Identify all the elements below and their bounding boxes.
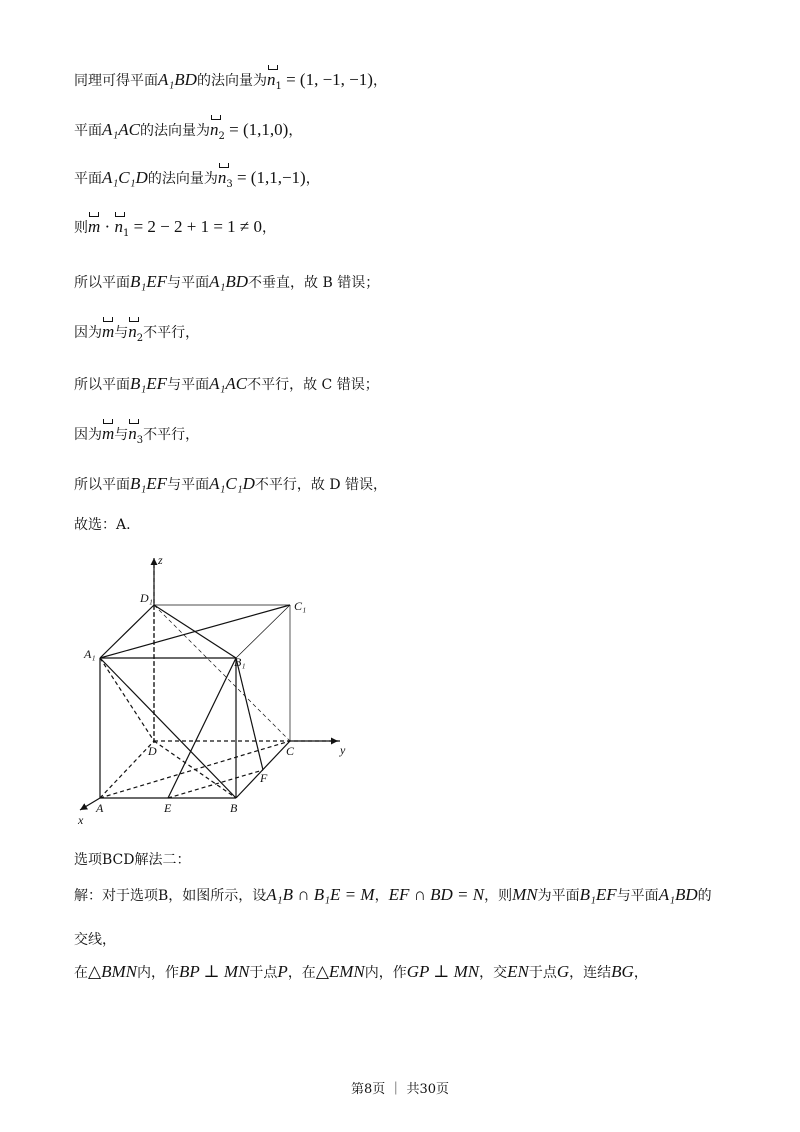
plane-name: B₁EF [130, 474, 168, 493]
vector-symbol: n [217, 168, 227, 187]
plane-name: B₁EF [130, 272, 168, 291]
vector-value: = (1,1,−1) [232, 168, 306, 187]
label-c: C [286, 744, 295, 758]
text: 解：对于选项B，如图所示，设 [74, 888, 267, 904]
label-x: x [78, 813, 84, 827]
solution-line-10 [74, 515, 131, 535]
text: 因为 [74, 325, 102, 341]
solution-line-12 [74, 885, 712, 906]
vector-subscript: 3 [226, 178, 233, 190]
vector-symbol: m [102, 424, 115, 443]
solution-line-11 [74, 850, 190, 870]
solution-line-7 [74, 374, 379, 395]
vector-subscript: 1 [275, 80, 282, 92]
vector-symbol: n [128, 322, 137, 341]
math-expression: MN [512, 885, 538, 904]
text: 与 [114, 325, 129, 341]
solution-line-14 [74, 962, 648, 983]
text: 则 [74, 220, 88, 236]
math-expression: EN [507, 962, 529, 981]
text: 所以平面 [74, 477, 130, 493]
dot-operator: · [100, 217, 115, 236]
vector-subscript: 1 [122, 227, 130, 239]
line-d1b1 [154, 605, 236, 658]
text: 不平行， [143, 325, 200, 341]
text: 的法向量为 [140, 123, 211, 139]
vector-symbol: n [266, 70, 276, 89]
vector-value: = (1,1,0) [224, 120, 289, 139]
equation: = 2 − 2 + 1 = 1 ≠ 0 [129, 217, 263, 236]
point-name: P [277, 962, 288, 981]
text: 不平行，故 D 错误， [254, 477, 388, 493]
math-expression: GP ⊥ MN [406, 962, 480, 981]
text: 内，作 [136, 965, 179, 981]
text: 与平面 [167, 477, 210, 493]
label-b: B [230, 801, 238, 815]
text: 因为 [74, 427, 102, 443]
text: ， [633, 965, 648, 981]
text: 于点 [249, 965, 278, 981]
label-d: D [148, 744, 157, 758]
label-z: z [158, 553, 163, 567]
math-expression: EF ∩ BD = N [388, 885, 485, 904]
page-footer: 第8页 ｜ 共30页 [350, 1082, 450, 1097]
section-heading: 选项BCD解法二： [74, 852, 191, 868]
text: 不平行， [143, 427, 200, 443]
triangle-expression: △BMN [88, 962, 137, 981]
text: 在 [74, 965, 88, 981]
vector-symbol: n [114, 217, 123, 236]
text: 不平行，故 C 错误； [247, 377, 379, 393]
text: 平面 [74, 171, 102, 187]
plane-name: A₁C₁D [102, 168, 148, 187]
solution-line-5 [74, 272, 379, 293]
line-b1e [168, 658, 236, 798]
plane-name: A₁BD [209, 272, 249, 291]
text: 与平面 [616, 888, 659, 904]
vector-subscript: 3 [136, 434, 144, 446]
solution-line-13 [74, 930, 116, 950]
text: ，在 [287, 965, 316, 981]
plane-name: A₁BD [158, 70, 197, 89]
vector-symbol: n [210, 120, 219, 139]
text: ，连结 [569, 965, 612, 981]
cube-figure [70, 548, 370, 833]
math-expression: BP ⊥ MN [178, 962, 250, 981]
solution-line-2 [74, 120, 302, 147]
vector-symbol: n [128, 424, 137, 443]
text: ， [372, 73, 387, 89]
vector-subscript: 2 [218, 130, 225, 142]
label-f: F [260, 771, 268, 785]
label-d1: D₁ [140, 591, 153, 605]
label-b1: B₁ [234, 655, 246, 669]
line-a1d [100, 658, 154, 741]
text: 与 [114, 427, 129, 443]
vector-subscript: 2 [136, 332, 144, 344]
label-a1: A₁ [84, 647, 96, 661]
text: 为平面 [537, 888, 580, 904]
text: ，则 [484, 888, 513, 904]
label-e: E [164, 801, 172, 815]
solution-line-1 [74, 70, 387, 97]
triangle-expression: △EMN [315, 962, 365, 981]
point-name: G [556, 962, 570, 981]
text: ， [305, 171, 320, 187]
solution-line-3 [74, 168, 320, 195]
text: 的 [697, 888, 712, 904]
label-y: y [340, 743, 346, 757]
vector-value: = (1, −1, −1) [281, 70, 373, 89]
text: 交线， [74, 932, 116, 948]
plane-name: A₁BD [658, 885, 698, 904]
math-expression: BG [611, 962, 634, 981]
plane-name: A₁AC [102, 120, 141, 139]
text: ，交 [479, 965, 508, 981]
plane-name: B₁EF [130, 374, 168, 393]
text: ， [374, 888, 389, 904]
vector-symbol: m [102, 322, 115, 341]
label-a: A [96, 801, 104, 815]
label-c1: C₁ [294, 599, 307, 613]
text: 于点 [528, 965, 557, 981]
text: 所以平面 [74, 377, 130, 393]
solution-line-9 [74, 474, 387, 495]
text: 不垂直，故 B 错误； [248, 275, 380, 291]
text: 内，作 [364, 965, 407, 981]
text: ， [262, 220, 277, 236]
answer-text: 故选：A. [74, 517, 131, 533]
text: 与平面 [167, 275, 210, 291]
math-expression: A₁B ∩ B₁E = M [266, 885, 375, 904]
text: 与平面 [167, 377, 210, 393]
plane-name: A₁AC [209, 374, 248, 393]
solution-line-8 [74, 424, 199, 451]
vector-symbol: m [88, 217, 101, 236]
solution-line-6 [74, 322, 199, 349]
plane-name: A₁C₁D [209, 474, 255, 493]
text: 的法向量为 [196, 73, 267, 89]
text: 所以平面 [74, 275, 130, 291]
text: ， [288, 123, 303, 139]
plane-name: B₁EF [579, 885, 617, 904]
text: 同理可得平面 [74, 73, 158, 89]
text: 的法向量为 [147, 171, 218, 187]
text: 平面 [74, 123, 102, 139]
solution-line-4 [74, 217, 276, 244]
